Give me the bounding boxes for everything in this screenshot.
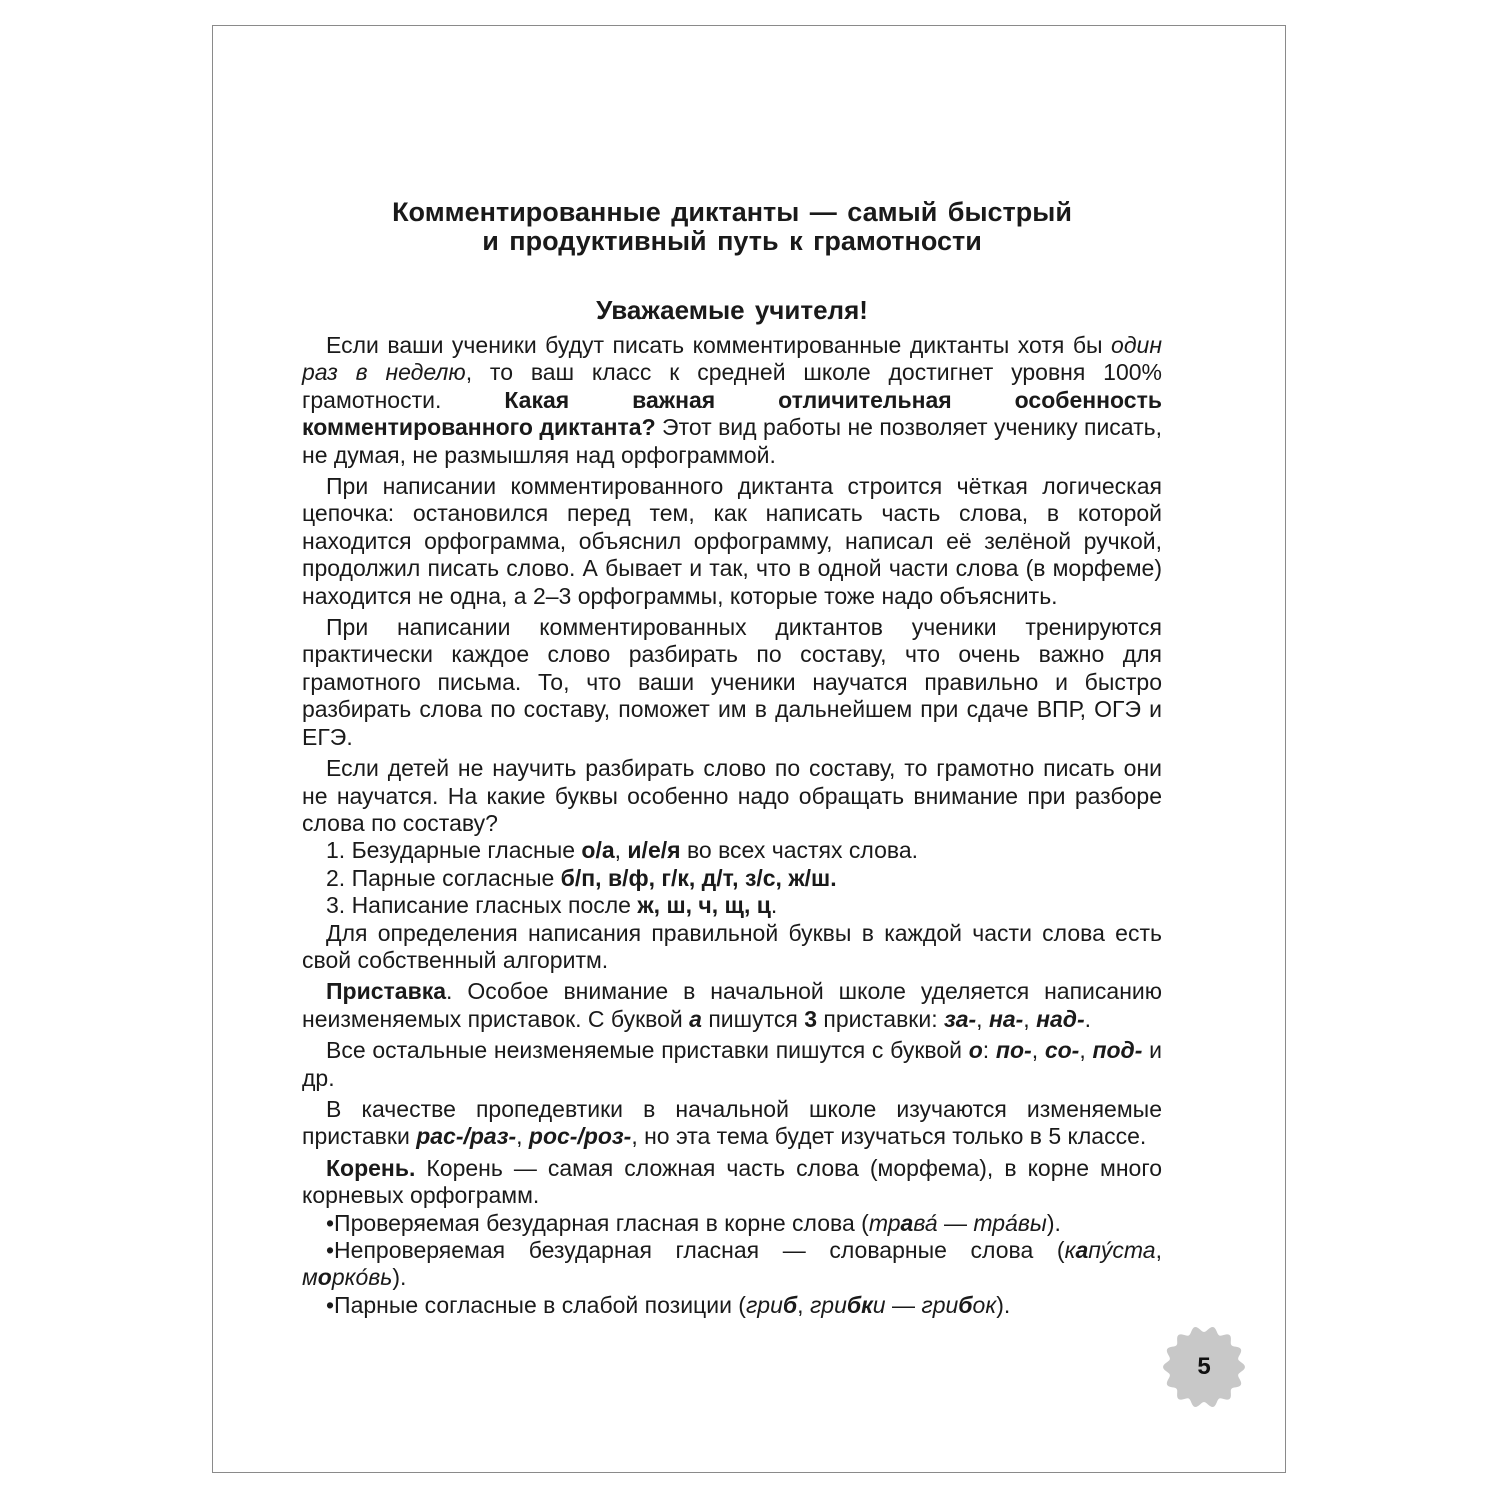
bullet-item-2: •Непроверяемая безударная гласная — словарные слова (капу́ста, морко́вь). [302, 1237, 1162, 1291]
page-title [302, 198, 1162, 256]
list-item-3: 3. Написание гласных после ж, ш, ч, щ, ц. [326, 892, 778, 919]
body-text [302, 332, 1162, 1319]
paragraph-4: Если детей не научить разбирать слово по составу, то грамотно писать они не научатся. На какие буквы особенно надо обращать внимание при разборе слова по составу? [302, 755, 1162, 836]
page-number: 5 [1197, 1353, 1211, 1380]
page-number-badge [1162, 1325, 1246, 1409]
paragraph-1: Если ваши ученики будут писать комментированные диктанты хотя бы один раз в неделю, то ваш класс к средней школе достигнет уровня 100% грамотности. Какая важная отличительная особенность комментированного диктанта? Этот вид работы не позволяет ученику писать, не думая, не размышляя над орфограммой. [302, 332, 1162, 468]
bullet-item-3: •Парные согласные в слабой позиции (гриб, грибки — грибок). [326, 1291, 1011, 1318]
paragraph-3: При написании комментированных диктантов ученики тренируются практически каждое слово разбирать по составу, что очень важно для грамотного письма. То, что ваши ученики научатся правильно и быстро разбирать слова по составу, поможет им в дальнейшем при сдаче ВПР, ОГЭ и ЕГЭ. [302, 614, 1162, 750]
title-line-2: и продуктивный путь к грамотности [482, 226, 982, 256]
bullet-item-1: •Проверяемая безударная гласная в корне слова (трава́ — тра́вы). [326, 1209, 1061, 1236]
paragraph-root: Корень. Корень — самая сложная часть слова (морфема), в корне много корневых орфограмм. [302, 1154, 1162, 1209]
paragraph-prefix: Приставка. Особое внимание в начальной школе уделяется написанию неизменяемых приставок. С буквой а пишутся 3 приставки: за-, на-, над-. [302, 978, 1162, 1032]
paragraph-2: При написании комментированного диктанта строится чёткая логическая цепочка: остановился перед тем, как написать часть слова, в которой находится орфограмма, объяснил орфограмму, написал её зелёной ручкой, продолжил писать слово. А бывает и так, что в одной части слова (в морфеме) находится не одна, а 2–3 орфограммы, которые тоже надо объяснить. [302, 473, 1162, 609]
paragraph-propaedeutics: В качестве пропедевтики в начальной школе изучаются изменяемые приставки рас-/раз-, рос-/роз-, но эта тема будет изучаться только в 5 классе. [302, 1095, 1162, 1150]
paragraph-5: Для определения написания правильной буквы в каждой части слова есть свой собственный алгоритм. [302, 919, 1162, 973]
list-item-1: 1. Безударные гласные о/а, и/е/я во всех частях слова. [326, 837, 918, 864]
list-item-2: 2. Парные согласные б/п, в/ф, г/к, д/т, з/с, ж/ш. [326, 864, 837, 891]
paragraph-other-prefixes: Все остальные неизменяемые приставки пишутся с буквой о: по-, со-, под- и др. [302, 1037, 1163, 1091]
greeting-heading: Уважаемые учителя! [596, 295, 868, 325]
title-line-1: Комментированные диктанты — самый быстрый [392, 197, 1072, 227]
page-content [302, 198, 1162, 1319]
